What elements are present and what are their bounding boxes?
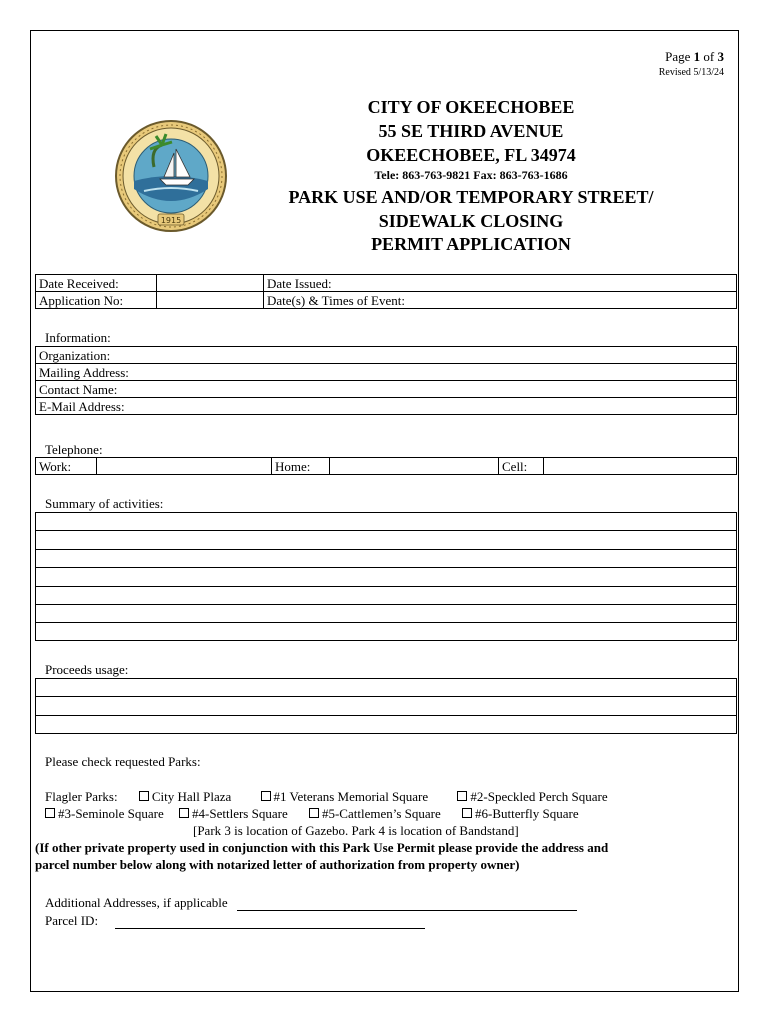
telephone-table [35, 457, 737, 475]
flagler-parks-label: Flagler Parks: [45, 789, 118, 804]
city-state-zip: OKEECHOBEE, FL 34974 [366, 145, 576, 165]
form-title-line3: PERMIT APPLICATION [371, 234, 571, 254]
city-seal-icon [114, 119, 228, 233]
checkbox-icon[interactable] [462, 808, 472, 818]
proceeds-heading: Proceeds usage: [45, 662, 129, 677]
private-property-note-2: parcel number below along with notarized letter of authorization from property owner) [35, 857, 520, 872]
page-number: Page 1 of 3 [665, 49, 724, 64]
telephone-heading: Telephone: [45, 442, 103, 457]
organization-field[interactable]: Organization: [36, 347, 737, 364]
option-settlers[interactable]: #4-Settlers Square [179, 806, 288, 821]
parks-heading: Please check requested Parks: [45, 754, 201, 769]
summary-line[interactable] [36, 587, 736, 605]
home-phone-label: Home: [272, 458, 330, 475]
parcel-id-label: Parcel ID: [45, 913, 99, 928]
email-address-field[interactable]: E-Mail Address: [36, 398, 737, 415]
parcel-id-row [45, 912, 425, 929]
summary-line[interactable] [36, 605, 736, 623]
checkbox-icon[interactable] [45, 808, 55, 818]
mailing-address-field[interactable]: Mailing Address: [36, 364, 737, 381]
work-phone-field[interactable] [97, 458, 272, 475]
parks-row-1 [45, 788, 608, 805]
option-speckled-perch[interactable]: #2-Speckled Perch Square [457, 789, 607, 804]
form-title-line2: SIDEWALK CLOSING [378, 211, 564, 231]
proceeds-usage-area[interactable] [35, 678, 737, 734]
form-title-line1: PARK USE AND/OR TEMPORARY STREET/ [288, 187, 654, 207]
work-phone-label: Work: [36, 458, 97, 475]
summary-line[interactable] [36, 531, 736, 549]
date-received-label: Date Received: [36, 275, 157, 292]
checkbox-icon[interactable] [457, 791, 467, 801]
phone-fax: Tele: 863-763-9821 Fax: 863-763-1686 [374, 168, 568, 182]
cell-phone-field[interactable] [544, 458, 737, 475]
summary-heading: Summary of activities: [45, 496, 164, 511]
option-butterfly[interactable]: #6-Butterfly Square [462, 806, 579, 821]
option-cattlemens[interactable]: #5-Cattlemen’s Square [309, 806, 441, 821]
option-city-hall-plaza[interactable]: City Hall Plaza [139, 789, 231, 804]
revised-date: Revised 5/13/24 [658, 67, 724, 78]
additional-addresses-field[interactable] [237, 910, 577, 911]
street-address: 55 SE THIRD AVENUE [378, 121, 564, 141]
proceeds-line[interactable] [36, 697, 736, 715]
contact-name-field[interactable]: Contact Name: [36, 381, 737, 398]
parks-row-2 [45, 805, 579, 822]
parcel-id-field[interactable] [115, 928, 425, 929]
summary-of-activities-area[interactable] [35, 512, 737, 641]
checkbox-icon[interactable] [139, 791, 149, 801]
date-issued-label[interactable]: Date Issued: [264, 275, 737, 292]
proceeds-line[interactable] [36, 716, 736, 734]
park-location-note: [Park 3 is location of Gazebo. Park 4 is location of Bandstand] [193, 823, 519, 838]
checkbox-icon[interactable] [261, 791, 271, 801]
permit-page [30, 30, 739, 992]
summary-line[interactable] [36, 568, 736, 586]
city-name: CITY OF OKEECHOBEE [367, 97, 575, 117]
event-dates-label[interactable]: Date(s) & Times of Event: [264, 292, 737, 309]
date-received-field[interactable] [157, 275, 264, 292]
application-no-field[interactable] [157, 292, 264, 309]
summary-line[interactable] [36, 513, 736, 531]
checkbox-icon[interactable] [309, 808, 319, 818]
office-use-table [35, 274, 737, 309]
information-table [35, 346, 737, 415]
proceeds-line[interactable] [36, 679, 736, 697]
application-no-label: Application No: [36, 292, 157, 309]
checkbox-icon[interactable] [179, 808, 189, 818]
additional-addresses-row [45, 894, 577, 911]
option-veterans-memorial[interactable]: #1 Veterans Memorial Square [261, 789, 429, 804]
additional-addresses-label: Additional Addresses, if applicable [45, 895, 228, 910]
seal-year: 1915 [160, 216, 182, 225]
cell-phone-label: Cell: [499, 458, 544, 475]
summary-line[interactable] [36, 623, 736, 641]
private-property-note-1: (If other private property used in conjunction with this Park Use Permit please provide the address and [35, 840, 609, 855]
option-seminole[interactable]: #3-Seminole Square [45, 806, 164, 821]
home-phone-field[interactable] [330, 458, 499, 475]
summary-line[interactable] [36, 550, 736, 568]
information-heading: Information: [45, 330, 111, 345]
